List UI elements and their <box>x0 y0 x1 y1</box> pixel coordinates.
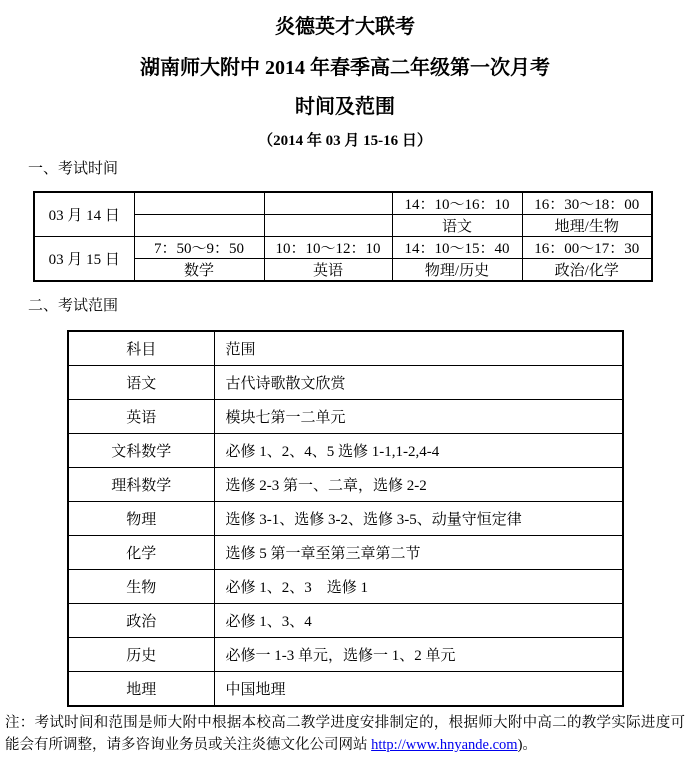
table-row <box>68 366 623 400</box>
table-row <box>34 237 652 259</box>
date-cell: 03 月 14 日 <box>34 192 134 237</box>
subject-cell: 语文 <box>392 215 522 237</box>
scope-cell: 必修 1、2、3 选修 1 <box>214 570 623 604</box>
time-cell <box>134 192 264 215</box>
subject-cell: 数学 <box>134 259 264 282</box>
section-heading-exam-scope: 二、考试范围 <box>28 298 119 314</box>
subject-cell <box>264 215 392 237</box>
table-row <box>68 434 623 468</box>
exam-time-table <box>33 191 653 282</box>
scope-cell: 模块七第一二单元 <box>214 400 623 434</box>
table-row <box>68 638 623 672</box>
table-row <box>68 570 623 604</box>
subject-cell: 政治/化学 <box>522 259 652 282</box>
scope-cell: 必修 1、2、4、5 选修 1-1,1-2,4-4 <box>214 434 623 468</box>
subject-cell: 文科数学 <box>68 434 214 468</box>
col-header-scope: 范围 <box>214 331 623 366</box>
subject-cell <box>134 215 264 237</box>
doc-date-range: （2014 年 03 月 15-16 日） <box>258 133 432 149</box>
subject-cell: 英语 <box>68 400 214 434</box>
subject-cell: 生物 <box>68 570 214 604</box>
section-heading-exam-time: 一、考试时间 <box>28 161 119 177</box>
table-row <box>68 536 623 570</box>
scope-cell: 选修 2-3 第一、二章，选修 2-2 <box>214 468 623 502</box>
table-row <box>68 468 623 502</box>
time-cell: 16：00～17：30 <box>522 237 652 259</box>
website-link[interactable]: http://www.hnyande.com <box>371 737 518 753</box>
scope-cell: 中国地理 <box>214 672 623 707</box>
table-header-row <box>68 331 623 366</box>
footer-note <box>5 712 685 756</box>
table-row <box>34 192 652 215</box>
table-row <box>68 672 623 707</box>
time-cell <box>264 192 392 215</box>
doc-title-line3: 时间及范围 <box>295 96 395 118</box>
table-row <box>68 502 623 536</box>
scope-cell: 必修 1、3、4 <box>214 604 623 638</box>
exam-scope-table <box>67 330 624 707</box>
table-row <box>68 400 623 434</box>
scope-cell: 选修 3-1、选修 3-2、选修 3-5、动量守恒定律 <box>214 502 623 536</box>
subject-cell: 地理 <box>68 672 214 707</box>
footer-note-text: 注：考试时间和范围是师大附中根据本校高二教学进度安排制定的，根据师大附中高二的教学实际进度可能会有所调整，请多咨询业务员或关注炎德文化公司网站 <box>5 715 685 753</box>
subject-cell: 物理/历史 <box>392 259 522 282</box>
footer-note-suffix: )。 <box>517 737 537 753</box>
scope-cell: 选修 5 第一章至第三章第二节 <box>214 536 623 570</box>
subject-cell: 地理/生物 <box>522 215 652 237</box>
subject-cell: 政治 <box>68 604 214 638</box>
subject-cell: 历史 <box>68 638 214 672</box>
scope-cell: 必修一 1-3 单元，选修一 1、2 单元 <box>214 638 623 672</box>
scope-cell: 古代诗歌散文欣赏 <box>214 366 623 400</box>
subject-cell: 物理 <box>68 502 214 536</box>
col-header-subject: 科目 <box>68 331 214 366</box>
subject-cell: 英语 <box>264 259 392 282</box>
table-row <box>68 604 623 638</box>
time-cell: 7：50～9：50 <box>134 237 264 259</box>
subject-cell: 化学 <box>68 536 214 570</box>
doc-title-line1: 炎德英才大联考 <box>275 16 415 38</box>
time-cell: 14：10～15：40 <box>392 237 522 259</box>
time-cell: 10：10～12：10 <box>264 237 392 259</box>
time-cell: 14：10～16：10 <box>392 192 522 215</box>
subject-cell: 理科数学 <box>68 468 214 502</box>
subject-cell: 语文 <box>68 366 214 400</box>
time-cell: 16：30～18：00 <box>522 192 652 215</box>
doc-title-line2: 湖南师大附中 2014 年春季高二年级第一次月考 <box>140 57 550 79</box>
date-cell: 03 月 15 日 <box>34 237 134 282</box>
